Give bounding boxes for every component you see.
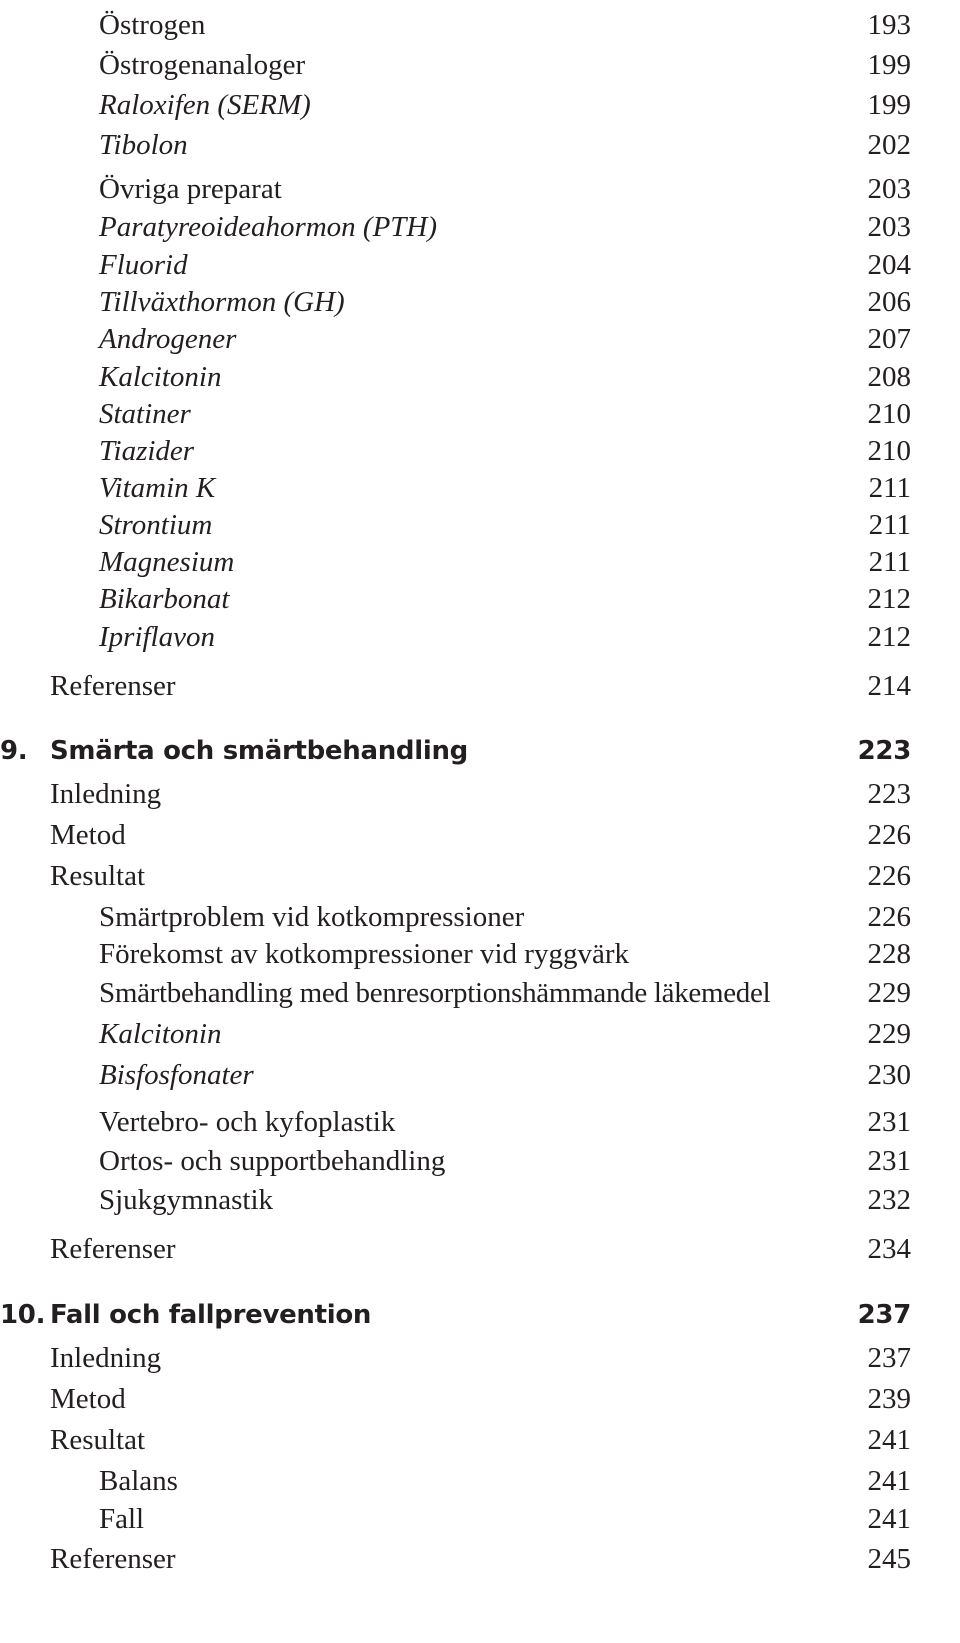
toc-entry-page: 212: [867, 621, 911, 653]
chapter-title: Fall och fallprevention: [50, 1300, 372, 1330]
toc-entry-label: Tibolon: [99, 129, 188, 161]
toc-entry-page: 211: [868, 509, 911, 541]
toc-entry-label: Vitamin K: [99, 472, 216, 504]
chapter-title: Smärta och smärtbehandling: [50, 736, 468, 766]
toc-entry[interactable]: [0, 40, 960, 80]
toc-entry[interactable]: [0, 463, 960, 503]
toc-entry-label: Tillväxthormon (GH): [99, 286, 345, 318]
toc-entry-label: Bikarbonat: [99, 583, 230, 615]
toc-entry-label: Övriga preparat: [99, 173, 282, 205]
toc-entry-label: Ipriflavon: [99, 621, 215, 653]
toc-entry[interactable]: [0, 80, 960, 120]
toc-entry-label: Förekomst av kotkompressioner vid ryggvärk: [99, 938, 629, 970]
chapter-number: 9.: [0, 736, 28, 766]
toc-entry[interactable]: [0, 968, 960, 1008]
toc-entry-references[interactable]: [0, 1224, 960, 1264]
toc-entry-label: Referenser: [50, 1233, 176, 1265]
toc-entry-label: Smärtbehandling med benresorptionshämmande läkemedel: [99, 977, 771, 1009]
toc-entry-page: 232: [867, 1184, 911, 1216]
toc-entry-page: 223: [867, 778, 911, 810]
toc-entry-page: 210: [867, 398, 911, 430]
toc-entry[interactable]: [0, 1456, 960, 1496]
toc-entry[interactable]: [0, 277, 960, 317]
toc-entry[interactable]: [0, 1136, 960, 1176]
toc-entry-page: 226: [867, 860, 911, 892]
toc-entry[interactable]: [0, 1009, 960, 1049]
chapter-page: 237: [857, 1300, 911, 1330]
toc-entry-label: Metod: [50, 819, 126, 851]
toc-entry-label: Fluorid: [99, 249, 188, 281]
toc-entry[interactable]: [0, 1415, 960, 1455]
toc-entry[interactable]: [0, 389, 960, 429]
toc-entry-label: Bisfosfonater: [99, 1059, 254, 1091]
toc-entry-page: 202: [867, 129, 911, 161]
toc-entry-page: 226: [867, 901, 911, 933]
toc-entry-label: Resultat: [50, 1424, 146, 1456]
toc-entry[interactable]: [0, 1333, 960, 1373]
toc-entry-page: 207: [867, 323, 911, 355]
toc-entry[interactable]: [0, 851, 960, 891]
toc-entry-page: 237: [867, 1342, 911, 1374]
chapter-heading[interactable]: [0, 1288, 960, 1328]
toc-entry-label: Metod: [50, 1383, 126, 1415]
toc-entry[interactable]: [0, 314, 960, 354]
toc-entry-page: 212: [867, 583, 911, 615]
toc-entry-label: Sjukgymnastik: [99, 1184, 274, 1216]
toc-entry-page: 241: [867, 1503, 911, 1535]
toc-entry-label: Östrogen: [99, 9, 206, 41]
toc-entry-page: 206: [867, 286, 911, 318]
toc-entry-page: 210: [867, 435, 911, 467]
toc-entry[interactable]: [0, 1050, 960, 1090]
toc-entry-page: 234: [867, 1233, 911, 1265]
toc-entry-label: Magnesium: [99, 546, 235, 578]
toc-entry-label: Strontium: [99, 509, 213, 541]
toc-entry-label: Fall: [99, 1503, 145, 1535]
toc-entry-page: 211: [868, 546, 911, 578]
toc-entry[interactable]: [0, 574, 960, 614]
chapter-heading[interactable]: [0, 724, 960, 764]
toc-entry-page: 231: [867, 1145, 911, 1177]
toc-entry-label: Tiazider: [99, 435, 195, 467]
toc-entry[interactable]: [0, 892, 960, 932]
toc-entry-label: Inledning: [50, 778, 162, 810]
toc-entry-label: Androgener: [99, 323, 237, 355]
toc-entry-label: Kalcitonin: [99, 1018, 222, 1050]
toc-entry-label: Referenser: [50, 670, 176, 702]
toc-entry-page: 211: [868, 472, 911, 504]
toc-entry-page: 229: [867, 1018, 911, 1050]
toc-entry-page: 231: [867, 1106, 911, 1138]
toc-entry-page: 203: [867, 173, 911, 205]
toc-entry[interactable]: [0, 769, 960, 809]
toc-entry-label: Vertebro- och kyfoplastik: [99, 1106, 396, 1138]
toc-entry[interactable]: [0, 202, 960, 242]
toc-entry[interactable]: [0, 240, 960, 280]
toc-entry[interactable]: [0, 929, 960, 969]
toc-entry-page: 241: [867, 1424, 911, 1456]
toc-entry-label: Balans: [99, 1465, 178, 1497]
toc-entry-label: Referenser: [50, 1543, 176, 1575]
toc-entry-label: Statiner: [99, 398, 191, 430]
toc-entry[interactable]: [0, 1175, 960, 1215]
toc-entry[interactable]: [0, 0, 960, 40]
toc-entry[interactable]: [0, 426, 960, 466]
toc-entry-page: 203: [867, 211, 911, 243]
toc-entry[interactable]: [0, 1494, 960, 1534]
toc-entry[interactable]: [0, 164, 960, 204]
toc-entry-page: 245: [867, 1543, 911, 1575]
toc-entry-label: Kalcitonin: [99, 361, 222, 393]
toc-entry-page: 229: [867, 977, 911, 1009]
toc-entry-page: 228: [867, 938, 911, 970]
toc-entry-label: Smärtproblem vid kotkompressioner: [99, 901, 525, 933]
toc-entry-page: 214: [867, 670, 911, 702]
toc-entry-page: 208: [867, 361, 911, 393]
toc-entry-page: 199: [867, 89, 911, 121]
toc-entry-label: Östrogenanaloger: [99, 49, 306, 81]
toc-entry-references[interactable]: [0, 1534, 960, 1574]
toc-entry[interactable]: [0, 352, 960, 392]
toc-entry-page: 241: [867, 1465, 911, 1497]
toc-entry[interactable]: [0, 120, 960, 160]
toc-entry-page: 226: [867, 819, 911, 851]
toc-entry-label: Inledning: [50, 1342, 162, 1374]
chapter-number: 10.: [0, 1300, 46, 1330]
toc-entry-page: 199: [867, 49, 911, 81]
toc-entry[interactable]: [0, 810, 960, 850]
toc-entry[interactable]: [0, 1097, 960, 1137]
chapter-page: 223: [857, 736, 911, 766]
toc-entry-label: Resultat: [50, 860, 146, 892]
toc-entry-page: 230: [867, 1059, 911, 1091]
toc-entry[interactable]: [0, 1374, 960, 1414]
toc-entry[interactable]: [0, 500, 960, 540]
toc-entry-label: Ortos- och supportbehandling: [99, 1145, 446, 1177]
toc-entry-label: Raloxifen (SERM): [99, 89, 311, 121]
toc-entry-page: 193: [867, 9, 911, 41]
toc-entry-page: 204: [867, 249, 911, 281]
toc-entry[interactable]: [0, 612, 960, 652]
toc-entry-label: Paratyreoideahormon (PTH): [99, 211, 438, 243]
toc-entry[interactable]: [0, 537, 960, 577]
toc-entry-page: 239: [867, 1383, 911, 1415]
toc-entry-references[interactable]: [0, 661, 960, 701]
